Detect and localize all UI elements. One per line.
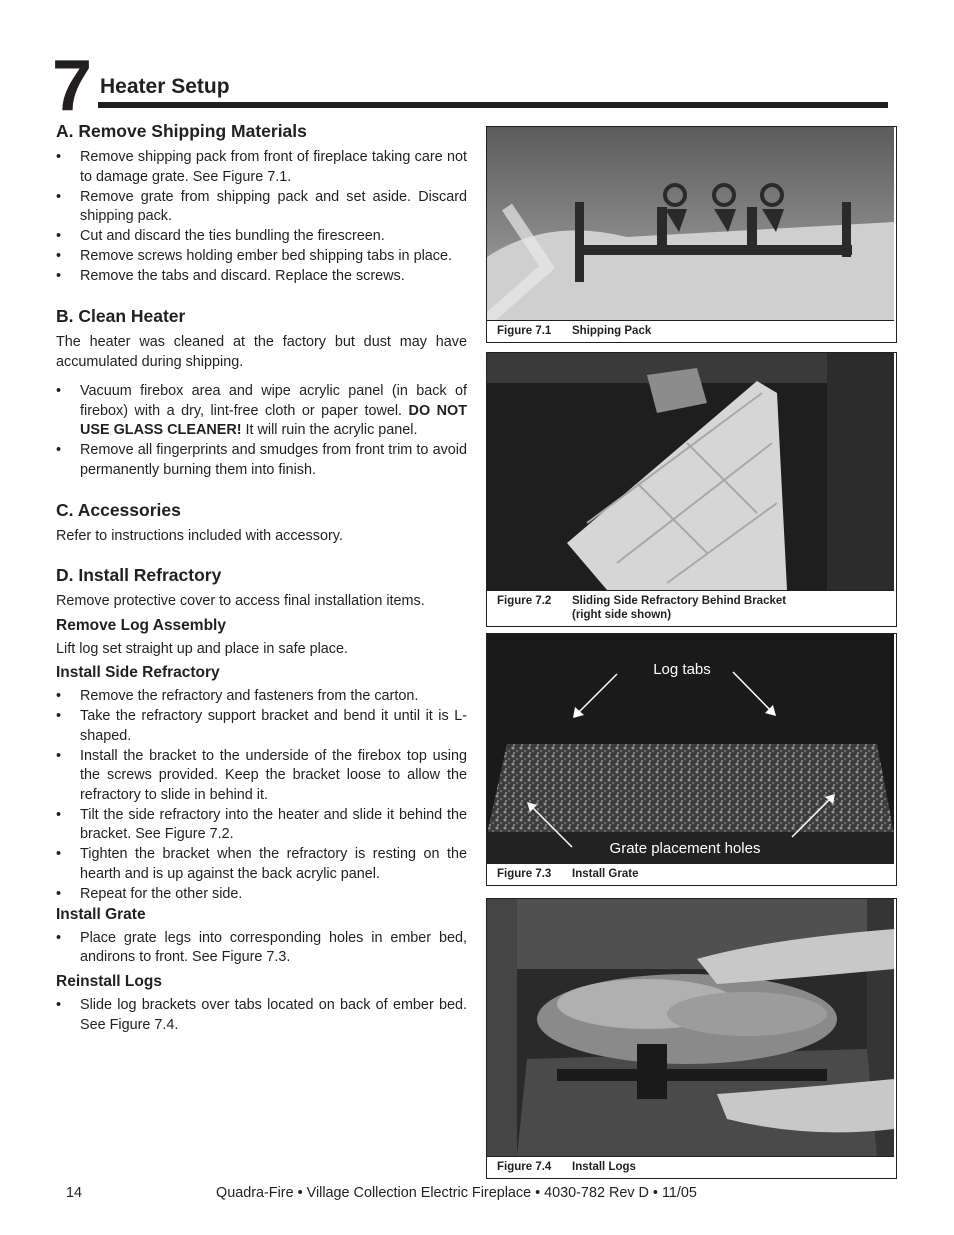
figure-title: Install Logs: [572, 1161, 636, 1173]
figure-number: Figure 7.4: [497, 1161, 552, 1173]
warning-text: DO NOT USE GLASS CLEANER!: [80, 402, 468, 438]
page-number: 14: [66, 1185, 83, 1201]
list-item: • Remove grate from shipping pack and set aside. Discard shipping pack.: [56, 188, 467, 227]
reinstall-logs-heading: Reinstall Logs: [56, 973, 162, 990]
list-item: [56, 382, 467, 441]
figure-number: Figure 7.2: [497, 595, 552, 607]
list-item: • Tilt the side refractory into the heater and slide it behind the bracket. See Figure 7.2.: [56, 806, 467, 845]
figure-title: Sliding Side Refractory Behind Bracket: [572, 595, 787, 607]
grate-photo: [487, 634, 894, 864]
list-item: • Install the bracket to the underside of the firebox top using the screws provided. Keep the bracket loose to allow the refractory to slide in behind it.: [56, 747, 467, 806]
install-grate-list: [56, 929, 467, 968]
section-c-text: Refer to instructions included with accessory.: [56, 527, 343, 544]
list-item: • Repeat for the other side.: [56, 885, 467, 905]
list-item: • Slide log brackets over tabs located on back of ember bed. See Figure 7.4.: [56, 996, 467, 1035]
side-refractory-list: [56, 687, 467, 904]
figure-7-1: [486, 126, 897, 343]
section-b-heading: B. Clean Heater: [56, 306, 186, 326]
figure-caption: [487, 864, 896, 885]
list-item: • Remove all fingerprints and smudges from front trim to avoid permanently burning them into finish.: [56, 441, 467, 480]
section-d-heading: D. Install Refractory: [56, 565, 222, 585]
figure-caption: [487, 591, 896, 626]
list-item-text: Vacuum firebox area and wipe acrylic panel (in back of firebox) with a dry, lint-free cloth or paper towel.: [80, 383, 467, 419]
remove-log-heading: Remove Log Assembly: [56, 616, 226, 634]
text-column: [56, 120, 467, 1036]
remove-log-text: Lift log set straight up and place in safe place.: [56, 640, 348, 657]
side-refractory-heading: Install Side Refractory: [56, 664, 220, 681]
section-d-text: Remove protective cover to access final installation items.: [56, 593, 425, 609]
shipping-pack-photo: [487, 127, 894, 321]
figure-title: Install Grate: [572, 868, 639, 880]
callout-log-tabs: Log tabs: [653, 661, 711, 678]
chapter-title: Heater Setup: [100, 75, 230, 98]
chapter-number: 7: [52, 46, 91, 126]
figure-number: Figure 7.3: [497, 868, 552, 880]
reinstall-logs-list: [56, 996, 467, 1035]
list-item: • Remove the refractory and fasteners from the carton.: [56, 687, 467, 707]
list-item: • Remove the tabs and discard. Replace the screws.: [56, 267, 467, 287]
figure-title: Shipping Pack: [572, 325, 652, 337]
section-b-intro: The heater was cleaned at the factory but dust may have accumulated during shipping.: [56, 334, 467, 370]
refractory-photo: [487, 353, 894, 591]
list-item: • Cut and discard the ties bundling the firescreen.: [56, 227, 467, 247]
figure-caption: [487, 1157, 896, 1178]
section-b-list: [56, 382, 467, 480]
section-a-list: [56, 148, 467, 287]
callout-grate-holes: Grate placement holes: [609, 840, 761, 857]
section-c-heading: C. Accessories: [56, 499, 181, 520]
figure-number: Figure 7.1: [497, 325, 552, 337]
footer-text: Quadra-Fire • Village Collection Electric Fireplace • 4030-782 Rev D • 11/05: [216, 1185, 697, 1201]
list-item: • Remove shipping pack from front of fireplace taking care not to damage grate. See Figure 7.1.: [56, 148, 467, 187]
install-grate-heading: Install Grate: [56, 905, 146, 923]
list-item: • Tighten the bracket when the refractory is resting on the hearth and is up against the back acrylic panel.: [56, 845, 467, 884]
section-a-heading: A. Remove Shipping Materials: [56, 121, 307, 141]
figure-7-2: [486, 352, 897, 627]
list-item-text: It will ruin the acrylic panel.: [245, 422, 418, 438]
figure-7-4: [486, 898, 897, 1179]
list-item: • Take the refractory support bracket and bend it until it is L-shaped.: [56, 707, 467, 746]
figure-subtitle: (right side shown): [572, 609, 672, 621]
list-item: • Remove screws holding ember bed shipping tabs in place.: [56, 247, 467, 267]
list-item: • Place grate legs into corresponding holes in ember bed, andirons to front. See Figure 7.3.: [56, 929, 467, 968]
figure-7-3: [486, 633, 897, 886]
logs-photo: [487, 899, 894, 1157]
figure-caption: [487, 321, 896, 342]
heading-rule: [98, 102, 888, 108]
